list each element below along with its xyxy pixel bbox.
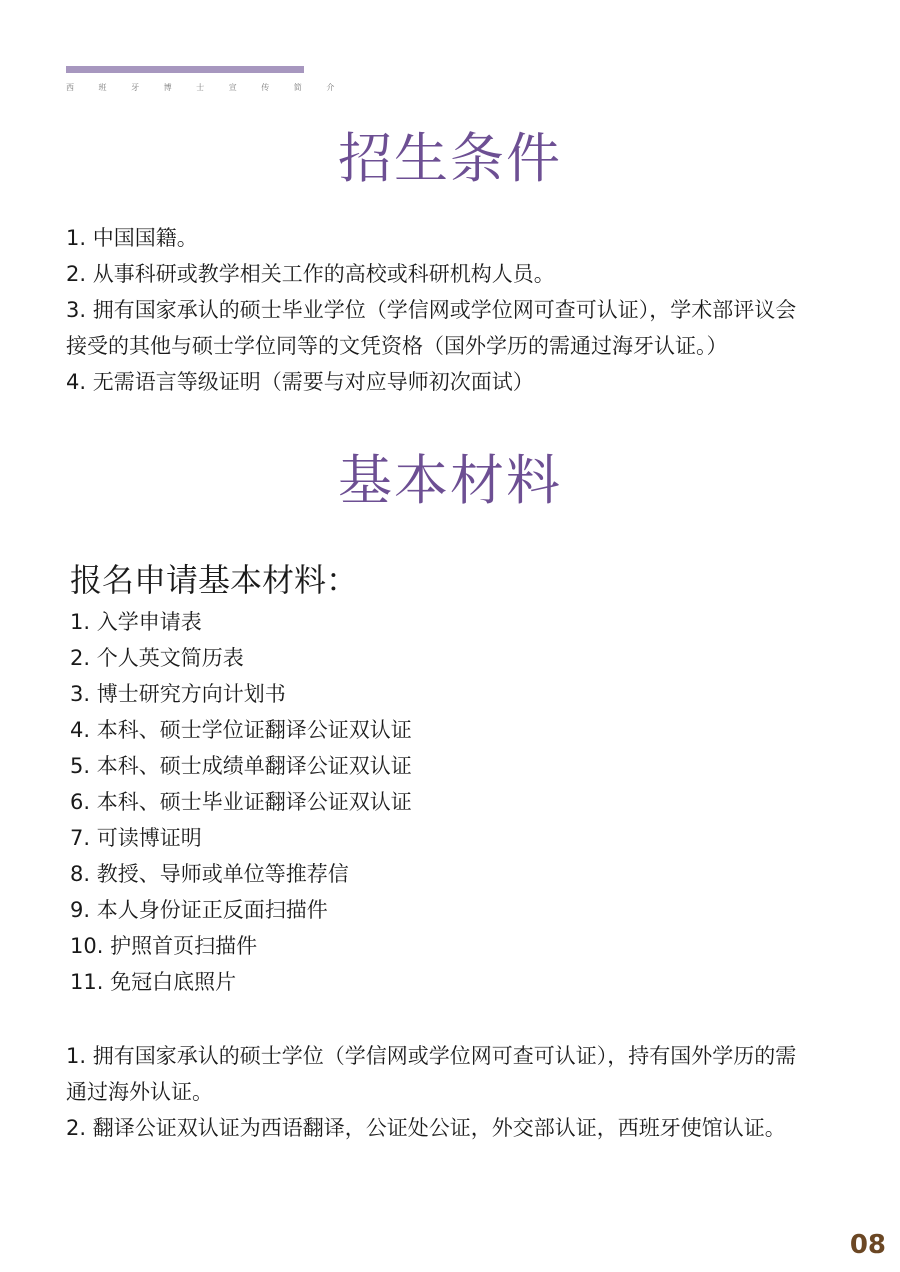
section-title-materials: 基本材料 xyxy=(338,449,562,512)
requirement-item: 4. 无需语言等级证明（需要与对应导师初次面试） xyxy=(66,370,534,394)
material-item: 5. 本科、硕士成绩单翻译公证双认证 xyxy=(70,754,412,778)
material-item: 8. 教授、导师或单位等推荐信 xyxy=(70,862,349,886)
header-caption: 西 班 牙 博 士 宣 传 简 介 xyxy=(66,83,346,92)
requirement-item: 1. 中国国籍。 xyxy=(66,226,198,250)
materials-list xyxy=(70,604,770,1000)
material-item: 3. 博士研究方向计划书 xyxy=(70,682,286,706)
materials-notes xyxy=(66,1038,806,1146)
material-item: 1. 入学申请表 xyxy=(70,610,202,634)
header-accent-bar xyxy=(66,66,304,73)
section-title-admission: 招生条件 xyxy=(338,127,562,190)
requirement-item: 3. 拥有国家承认的硕士毕业学位（学信网或学位网可查可认证），学术部评议会接受的其他与硕士学位同等的文凭资格（国外学历的需通过海牙认证。） xyxy=(66,298,797,358)
material-item: 2. 个人英文简历表 xyxy=(70,646,244,670)
note-item: 1. 拥有国家承认的硕士学位（学信网或学位网可查可认证），持有国外学历的需通过海外认证。 xyxy=(66,1044,797,1104)
material-item: 4. 本科、硕士学位证翻译公证双认证 xyxy=(70,718,412,742)
material-item: 7. 可读博证明 xyxy=(70,826,202,850)
material-item: 6. 本科、硕士毕业证翻译公证双认证 xyxy=(70,790,412,814)
page-number: 08 xyxy=(849,1230,886,1260)
note-item: 2. 翻译公证双认证为西语翻译，公证处公证，外交部认证，西班牙使馆认证。 xyxy=(66,1116,786,1140)
requirement-item: 2. 从事科研或教学相关工作的高校或科研机构人员。 xyxy=(66,262,555,286)
admission-requirements xyxy=(66,220,806,400)
materials-subheading: 报名申请基本材料： xyxy=(70,561,359,599)
material-item: 9. 本人身份证正反面扫描件 xyxy=(70,898,328,922)
material-item: 10. 护照首页扫描件 xyxy=(70,934,258,958)
material-item: 11. 免冠白底照片 xyxy=(70,970,237,994)
